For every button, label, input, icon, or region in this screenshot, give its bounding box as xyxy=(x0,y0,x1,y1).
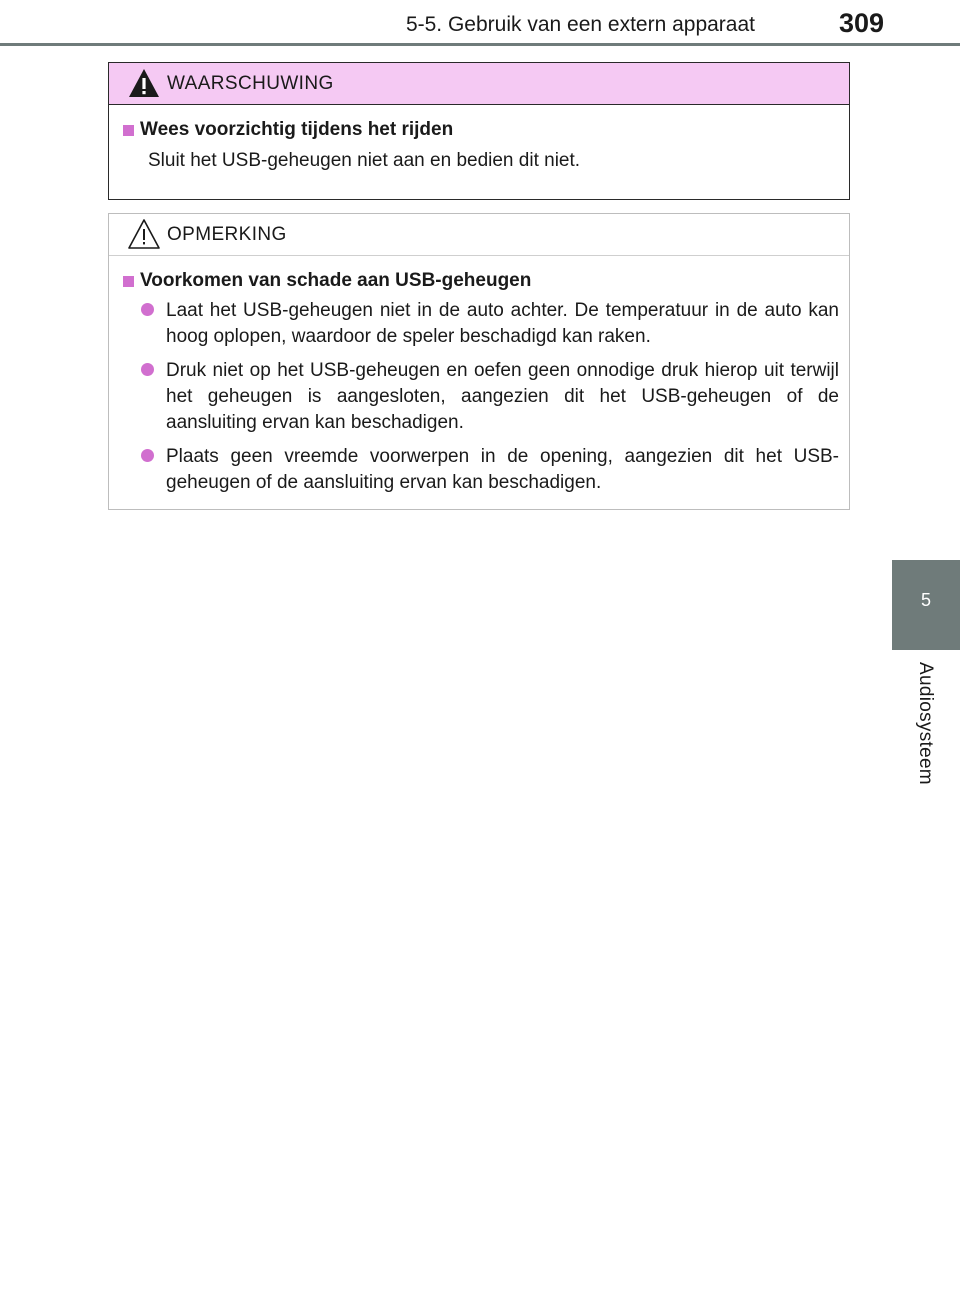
round-bullet-icon xyxy=(141,363,154,376)
chapter-number: 5 xyxy=(920,590,931,610)
note-title: OPMERKING xyxy=(167,224,287,245)
warning-heading-text: Wees voorzichtig tijdens het rijden xyxy=(140,119,454,140)
header-divider xyxy=(0,43,960,46)
warning-triangle-icon xyxy=(127,67,161,99)
note-item xyxy=(137,298,839,350)
chapter-tab[interactable] xyxy=(892,560,960,650)
warning-box xyxy=(108,62,850,200)
warning-heading xyxy=(123,119,839,141)
page-number: 309 xyxy=(838,8,884,38)
round-bullet-icon xyxy=(141,449,154,462)
note-header xyxy=(109,214,849,256)
note-item xyxy=(137,444,839,496)
square-bullet-icon xyxy=(123,125,134,136)
note-item-text: Plaats geen vreemde voorwerpen in de opening, aangezien dit het USB-geheugen of de aansluiting ervan kan beschadigen. xyxy=(166,446,839,493)
warning-body xyxy=(109,105,849,174)
caution-triangle-outline-icon xyxy=(127,218,161,250)
warning-text: Sluit het USB-geheugen niet aan en bedien dit niet. xyxy=(148,150,581,171)
chapter-label: Audiosysteem xyxy=(915,662,936,785)
warning-title: WAARSCHUWING xyxy=(167,73,334,94)
note-body xyxy=(109,256,849,496)
page-header xyxy=(0,0,960,48)
note-item-text: Laat het USB-geheugen niet in de auto achter. De temperatuur in de auto kan hoog oplopen, waardoor de speler beschadigd kan raken. xyxy=(166,300,839,347)
warning-header xyxy=(109,63,849,105)
note-heading xyxy=(123,270,839,292)
round-bullet-icon xyxy=(141,303,154,316)
section-title: 5-5. Gebruik van een extern apparaat xyxy=(405,13,755,36)
note-item-text: Druk niet op het USB-geheugen en oefen geen onnodige druk hierop uit terwijl het geheugen is aangesloten, aangezien dit het USB-geheugen of de aansluiting ervan kan beschadigen. xyxy=(166,360,839,433)
note-box xyxy=(108,213,850,510)
square-bullet-icon xyxy=(123,276,134,287)
note-heading-text: Voorkomen van schade aan USB-geheugen xyxy=(140,270,532,291)
note-item xyxy=(137,358,839,436)
